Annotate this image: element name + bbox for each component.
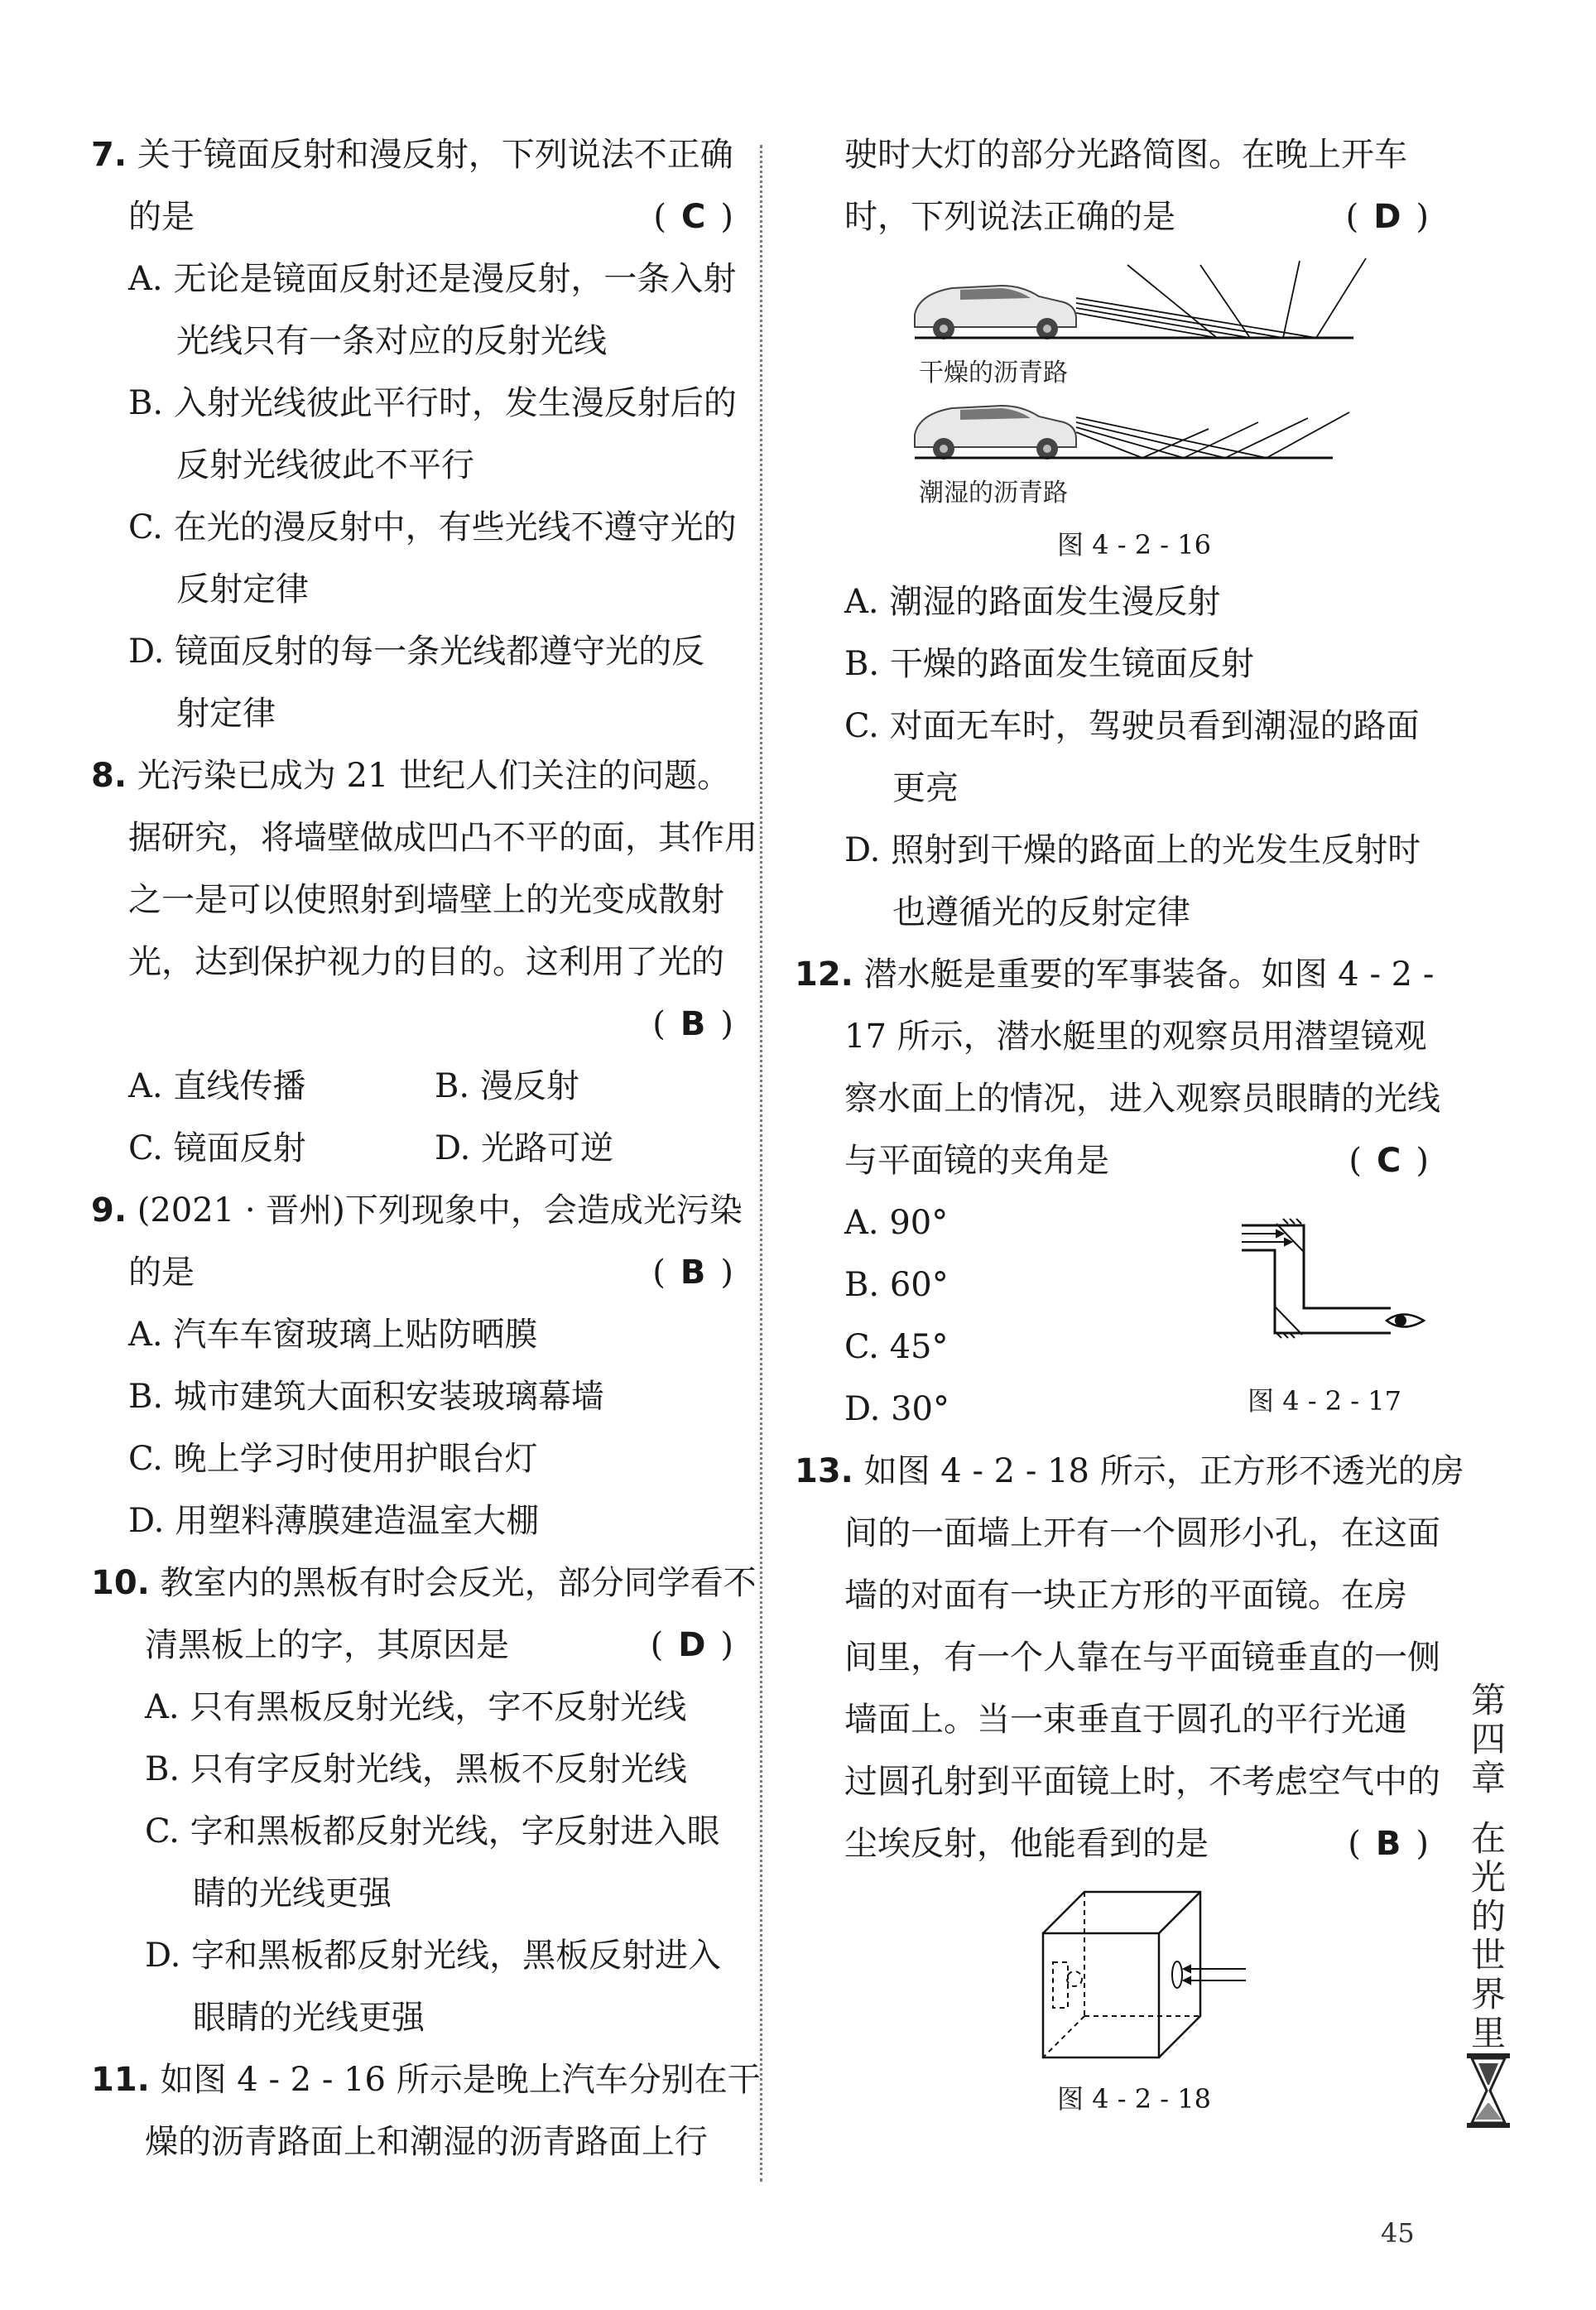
q11-answer: ( D )	[1345, 198, 1432, 236]
q7-option-a-cont: 光线只有一条对应的反射光线	[176, 322, 607, 360]
q13-stem-line1: 13. 如图 4 - 2 - 18 所示，正方形不透光的房	[795, 1452, 1464, 1490]
dry-rays	[1076, 258, 1366, 338]
q11-number: 11.	[91, 2061, 150, 2099]
chapter-side-title	[1464, 1681, 1513, 2053]
q8-number: 8.	[91, 757, 127, 795]
q7-option-b: B. 入射光线彼此平行时，发生漫反射后的	[128, 384, 737, 422]
q9-option-b: B. 城市建筑大面积安装玻璃幕墙	[128, 1378, 604, 1416]
figure-4-2-18	[836, 1875, 1432, 2124]
figure-4-2-17-caption: 图 4 - 2 - 17	[1247, 1385, 1401, 1417]
figure-4-2-16	[836, 248, 1432, 571]
periscope-diagram	[1217, 1192, 1432, 1358]
figure-4-2-16-caption: 图 4 - 2 - 16	[1057, 529, 1211, 561]
q13-answer: ( B )	[1348, 1825, 1432, 1863]
q10-option-d-cont: 眼睛的光线更强	[193, 1999, 425, 2037]
chapter-number: 第四章	[1470, 1680, 1506, 1798]
q9-number: 9.	[91, 1191, 127, 1230]
car-icon	[915, 406, 1076, 460]
page-number: 45	[1381, 2217, 1415, 2249]
q10-number: 10.	[91, 1564, 150, 1602]
q13-stem-line4: 间里，有一个人靠在与平面镜垂直的一侧	[844, 1639, 1440, 1677]
q7-option-b-cont: 反射光线彼此不平行	[176, 446, 474, 484]
dry-road-label: 干燥的沥青路	[919, 359, 1068, 387]
q13-stem-line3: 墙的对面有一块正方形的平面镜。在房	[844, 1576, 1407, 1615]
q7-answer: ( C )	[653, 198, 737, 236]
q8-option-a: A. 直线传播	[128, 1067, 306, 1105]
q11-option-d: D. 照射到干燥的路面上的光发生反射时	[844, 831, 1421, 869]
q13-stem-line2: 间的一面墙上开有一个圆形小孔，在这面	[844, 1514, 1440, 1552]
q13-stem-line5: 墙面上。当一束垂直于圆孔的平行光通	[844, 1701, 1407, 1739]
q12-option-a: A. 90°	[844, 1204, 949, 1242]
q12-stem-line1: 12. 潜水艇是重要的军事装备。如图 4 - 2 -	[795, 955, 1435, 994]
q8-option-c: C. 镜面反射	[128, 1129, 306, 1167]
q8-stem-line1: 8. 光污染已成为 21 世纪人们关注的问题。	[91, 757, 731, 795]
q9-stem-line2: 的是 ( B )	[91, 1242, 737, 1304]
q11-option-b: B. 干燥的路面发生镜面反射	[844, 645, 1254, 683]
headlight-diagram	[836, 248, 1432, 530]
q10-option-c: C. 字和黑板都反射光线，字反射进入眼	[145, 1812, 720, 1850]
q11-option-c: C. 对面无车时，驾驶员看到潮湿的路面	[844, 707, 1420, 745]
q10-option-a: A. 只有黑板反射光线，字不反射光线	[145, 1688, 687, 1726]
q11-option-a: A. 潮湿的路面发生漫反射	[844, 583, 1221, 621]
q12-number: 12.	[795, 955, 853, 994]
q10-option-d: D. 字和黑板都反射光线，黑板反射进入	[145, 1937, 722, 1975]
q10-option-b: B. 只有字反射光线，黑板不反射光线	[145, 1750, 687, 1788]
q9-stem-line1: 9. (2021 · 晋州)下列现象中，会造成光污染	[91, 1191, 743, 1230]
q12-options-block	[836, 1192, 1432, 1441]
q12-answer: ( C )	[1348, 1142, 1432, 1180]
q9-answer: ( B )	[652, 1254, 737, 1292]
q12-option-c: C. 45°	[844, 1328, 949, 1366]
q9-option-c: C. 晚上学习时使用护眼台灯	[128, 1440, 538, 1478]
q11-stem-line4: 时，下列说法正确的是 ( D )	[836, 186, 1432, 248]
q11-stem-line1: 11. 如图 4 - 2 - 16 所示是晚上汽车分别在干	[91, 2061, 761, 2099]
q13-stem-line7: 尘埃反射，他能看到的是 ( B )	[836, 1813, 1432, 1875]
q7-option-a: A. 无论是镜面反射还是漫反射，一条入射	[128, 260, 737, 298]
wet-rays	[1076, 412, 1349, 458]
q8-option-d: D. 光路可逆	[435, 1129, 614, 1167]
q7-stem-line2: 的是 ( C )	[91, 186, 737, 248]
q11-stem-line2: 燥的沥青路面上和潮湿的沥青路面上行	[145, 2123, 708, 2161]
q7-option-c-cont: 反射定律	[176, 570, 309, 609]
hourglass-icon	[1464, 2053, 1513, 2128]
q7-number: 7.	[91, 136, 127, 174]
chapter-name: 在光的世界里	[1470, 1818, 1506, 2053]
q10-stem-line1: 10. 教室内的黑板有时会反光，部分同学看不	[91, 1564, 757, 1602]
q13-stem-line6: 过圆孔射到平面镜上时，不考虑空气中的	[844, 1763, 1440, 1801]
q7-option-c: C. 在光的漫反射中，有些光线不遵守光的	[128, 508, 737, 546]
left-column	[91, 124, 761, 2173]
q10-answer: ( D )	[650, 1626, 737, 1664]
figure-4-2-18-caption: 图 4 - 2 - 18	[1057, 2083, 1211, 2115]
wet-road-label: 潮湿的沥青路	[919, 479, 1068, 508]
q10-option-c-cont: 睛的光线更强	[193, 1874, 392, 1913]
q7-option-d: D. 镜面反射的每一条光线都遵守光的反	[128, 633, 705, 671]
eye-icon	[1387, 1315, 1424, 1327]
right-column	[795, 124, 1464, 2124]
q11-stem-line3: 驶时大灯的部分光路简图。在晚上开车	[844, 136, 1407, 174]
q8-option-b: B. 漫反射	[435, 1067, 579, 1105]
q12-option-b: B. 60°	[844, 1266, 949, 1304]
cube-room-diagram	[1018, 1884, 1267, 2066]
q8-answer: ( B )	[652, 1005, 737, 1043]
q8-stem-line3: 之一是可以使照射到墙壁上的光变成散射	[128, 881, 724, 919]
periscope-mirrors	[1275, 1219, 1304, 1338]
q8-options-ab	[91, 1056, 737, 1118]
q12-option-d: D. 30°	[844, 1390, 949, 1428]
q10-stem-line2: 清黑板上的字，其原因是 ( D )	[91, 1615, 737, 1677]
q8-options-cd	[91, 1118, 737, 1180]
q11-option-c-cont: 更亮	[892, 769, 959, 807]
q13-number: 13.	[795, 1452, 853, 1490]
q12-stem-line2: 17 所示，潜水艇里的观察员用潜望镜观	[844, 1018, 1427, 1056]
car-icon	[915, 286, 1076, 339]
q12-stem-line4: 与平面镜的夹角是 ( C )	[836, 1130, 1432, 1192]
q8-stem-line2: 据研究，将墙壁做成凹凸不平的面，其作用	[128, 819, 757, 857]
q8-stem-line4: 光，达到保护视力的目的。这利用了光的	[128, 943, 724, 981]
q11-option-d-cont: 也遵循光的反射定律	[892, 893, 1190, 931]
q8-answer-line	[91, 994, 737, 1056]
q12-stem-line3: 察水面上的情况，进入观察员眼睛的光线	[844, 1080, 1440, 1118]
column-divider	[760, 145, 762, 2182]
q9-option-d: D. 用塑料薄膜建造温室大棚	[128, 1502, 540, 1540]
q7-stem-line1: 7. 关于镜面反射和漫反射，下列说法不正确	[91, 136, 733, 174]
q7-option-d-cont: 射定律	[176, 695, 276, 733]
q9-option-a: A. 汽车车窗玻璃上贴防晒膜	[128, 1316, 538, 1354]
